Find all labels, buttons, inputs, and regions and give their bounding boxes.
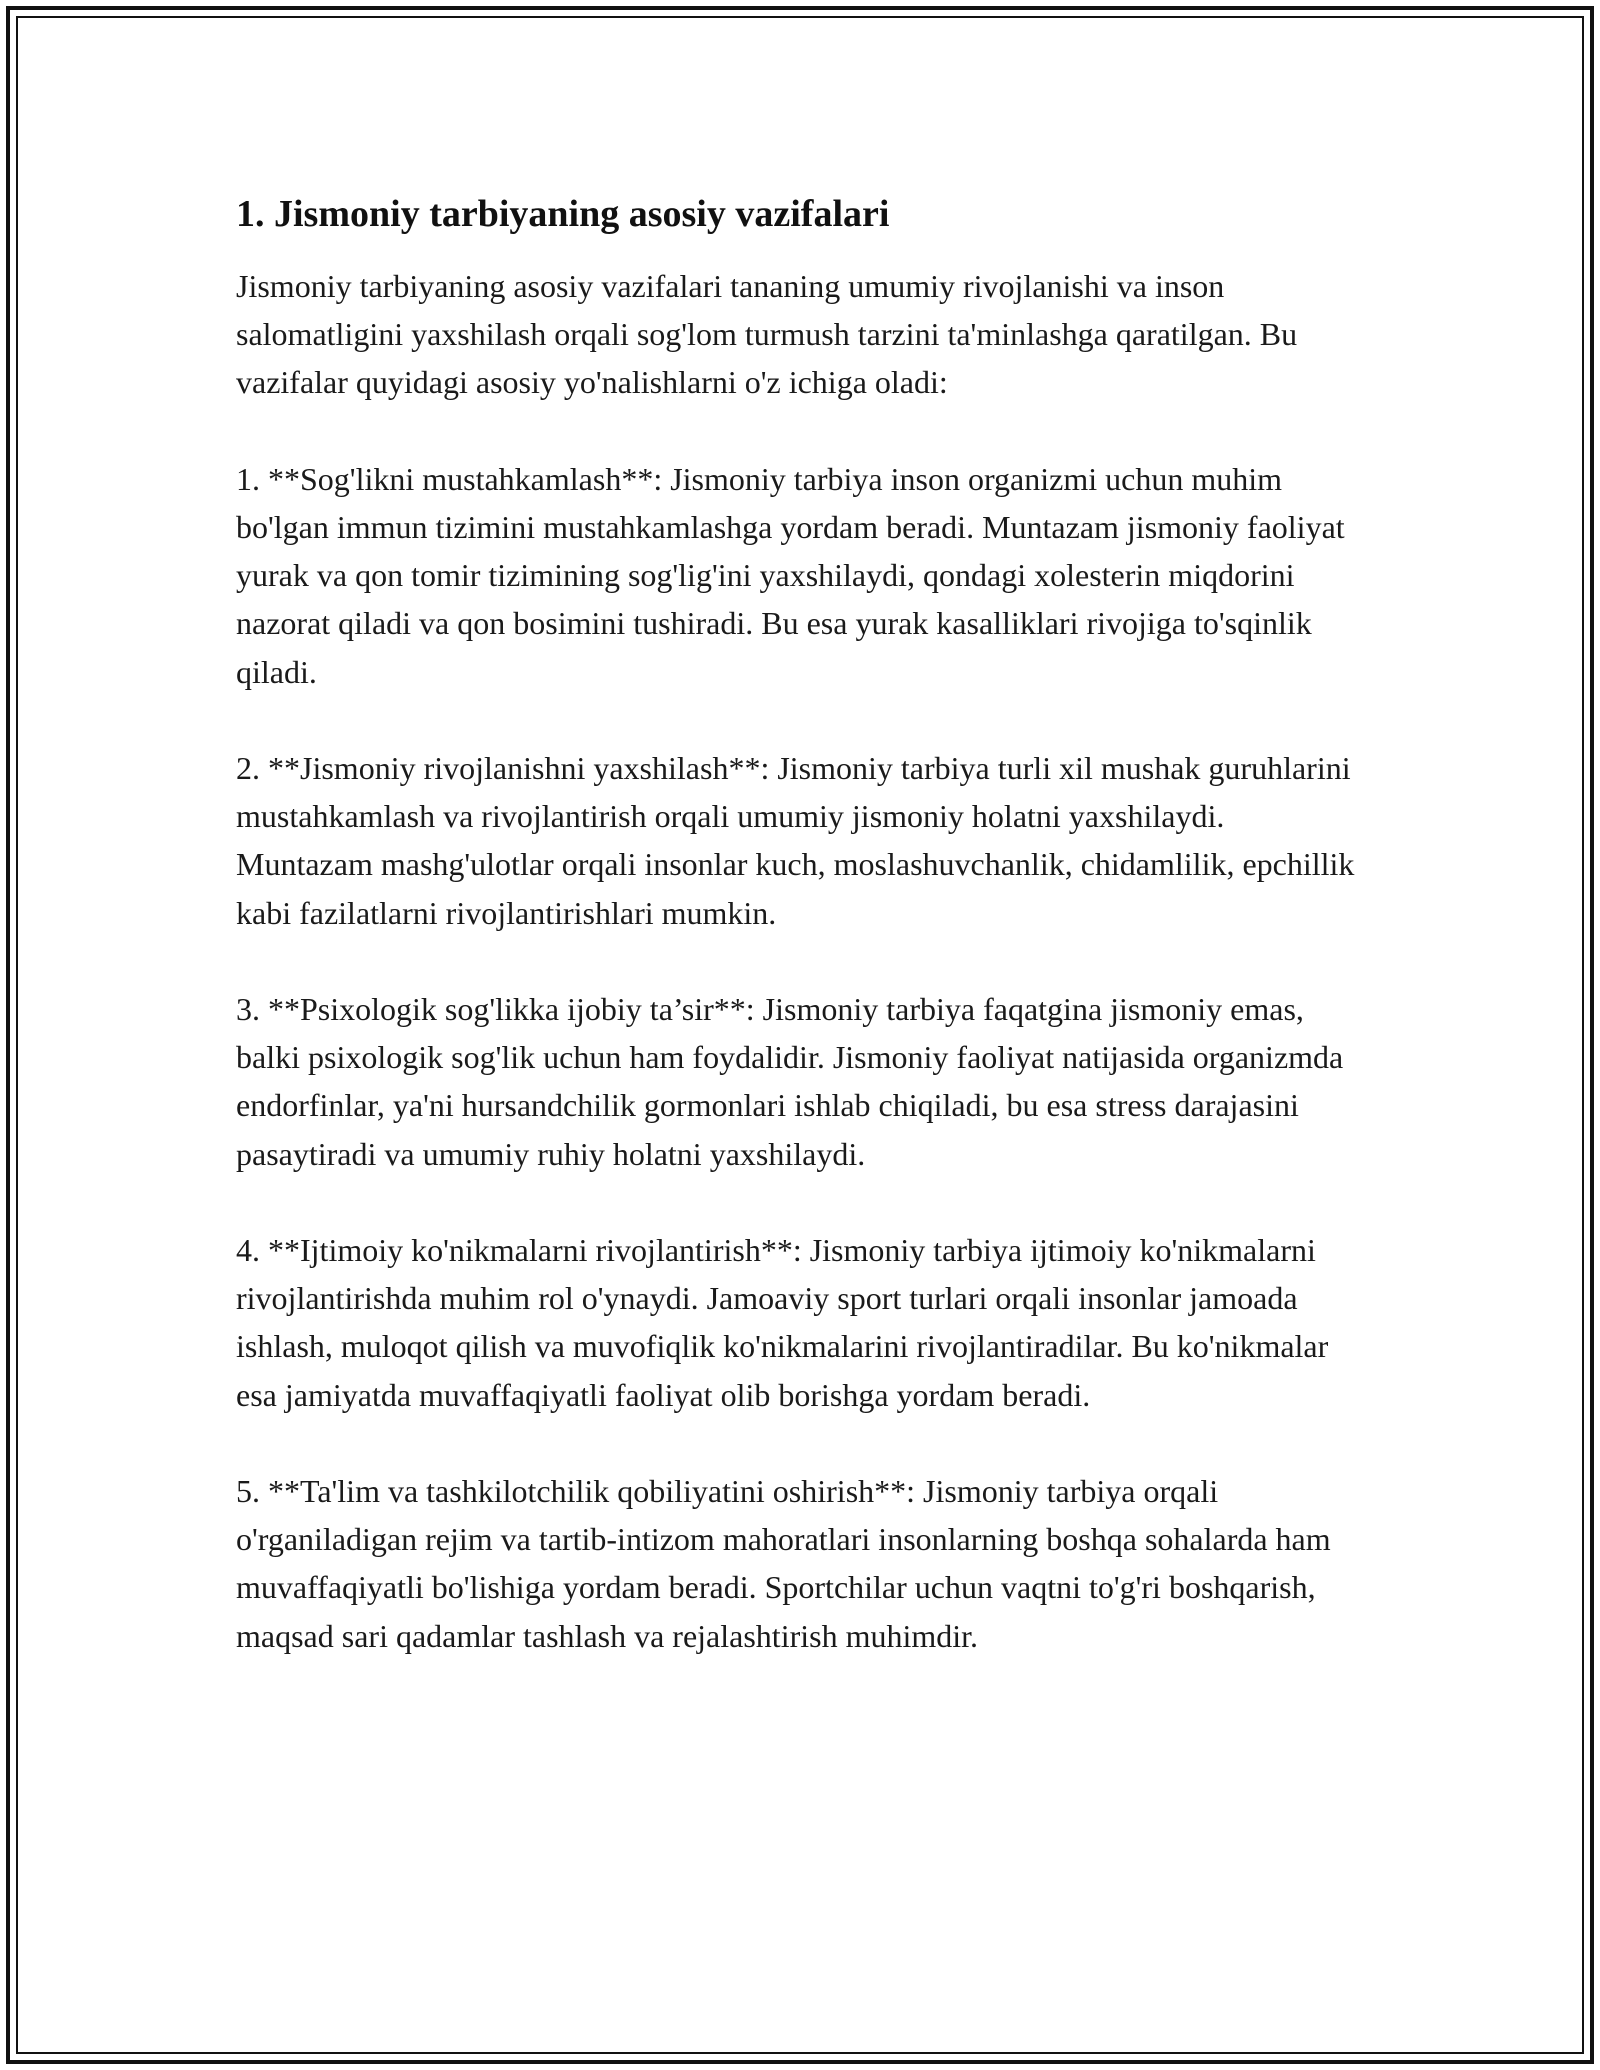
list-item-5: 5. **Ta'lim va tashkilotchilik qobiliyatini oshirish**: Jismoniy tarbiya orqali o'rganiladigan rejim va tartib-intizom mahoratlari insonlarning boshqa sohalarda ham muvaffaqiyatli bo'lishiga yordam beradi. Sportchilar uchun vaqtni to'g'ri boshqarish, maqsad sari qadamlar tashlash va rejalashtirish muhimdir. (236, 1473, 1331, 1654)
list-item-1: 1. **Sog'likni mustahkamlash**: Jismoniy tarbiya inson organizmi uchun muhim bo'lgan immun tizimini mustahkamlashga yordam beradi. Muntazam jismoniy faoliyat yurak va qon tomir tizimining sog'lig'ini yaxshilaydi, qondagi xolesterin miqdorini nazorat qiladi va qon bosimini tushiradi. Bu esa yurak kasalliklari rivojiga to'sqinlik qiladi. (236, 460, 1345, 690)
document-title: 1. Jismoniy tarbiyaning asosiy vazifalari (236, 193, 890, 235)
intro-paragraph: Jismoniy tarbiyaning asosiy vazifalari tananing umumiy rivojlanishi va inson salomatligini yaxshilash orqali sog'lom turmush tarzini ta'minlashga qaratilgan. Bu vazifalar quyidagi asosiy yo'nalishlarni o'z ichiga oladi: (236, 268, 1298, 401)
list-item-4: 4. **Ijtimoiy ko'nikmalarni rivojlantirish**: Jismoniy tarbiya ijtimoiy ko'nikmalarni rivojlantirishda muhim rol o'ynaydi. Jamoaviy sport turlari orqali insonlar jamoada ishlash, muloqot qilish va muvofiqlik ko'nikmalarini rivojlantiradilar. Bu ko'nikmalar esa jamiyatda muvaffaqiyatli faoliyat olib borishga yordam beradi. (236, 1232, 1329, 1413)
document-body (236, 186, 1366, 1660)
list-item-3: 3. **Psixologik sog'likka ijobiy ta’sir**: Jismoniy tarbiya faqatgina jismoniy emas, balki psixologik sog'lik uchun ham foydalidir. Jismoniy faoliyat natijasida organizmda endorfinlar, ya'ni hursandchilik gormonlari ishlab chiqiladi, bu esa stress darajasini pasaytiradi va umumiy ruhiy holatni yaxshilaydi. (236, 991, 1344, 1172)
list-item-2: 2. **Jismoniy rivojlanishni yaxshilash**: Jismoniy tarbiya turli xil mushak guruhlarini mustahkamlash va rivojlantirish orqali umumiy jismoniy holatni yaxshilaydi. Muntazam mashg'ulotlar orqali insonlar kuch, moslashuvchanlik, chidamlilik, epchillik kabi fazilatlarni rivojlantirishlari mumkin. (236, 750, 1355, 931)
